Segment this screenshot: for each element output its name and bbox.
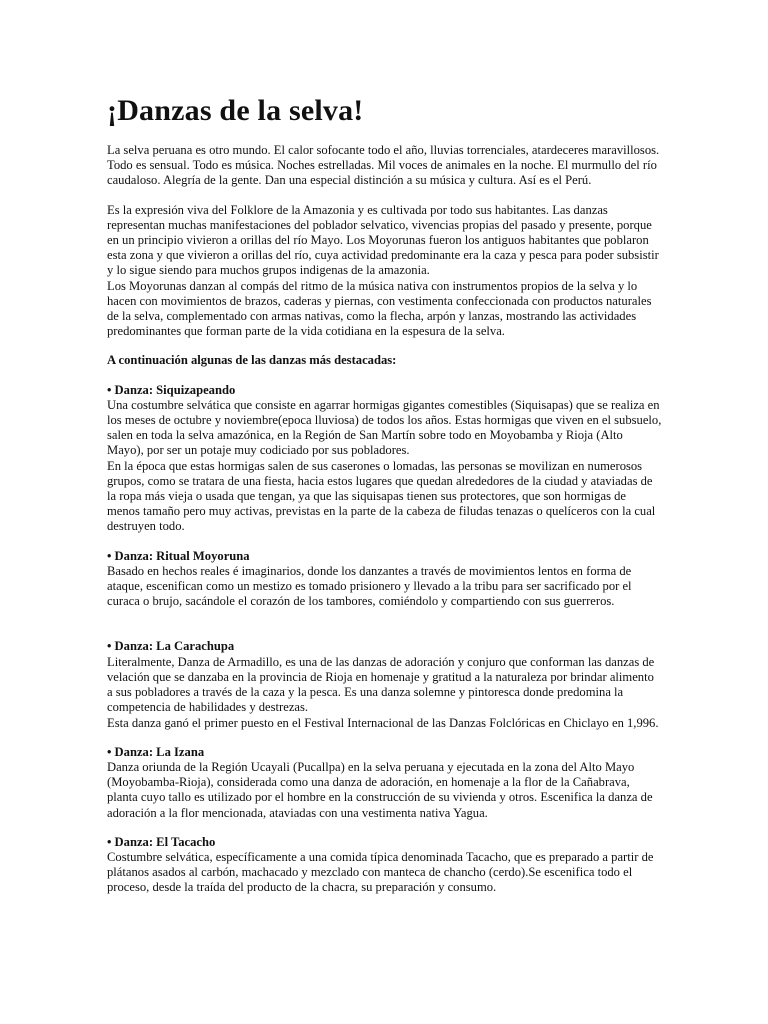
danza-title: • Danza: Siquizapeando <box>107 382 236 397</box>
danza-title: • Danza: La Carachupa <box>107 639 235 654</box>
danza-title: • Danza: La Izana <box>107 744 205 759</box>
list-heading: A continuación algunas de las danzas más destacadas: <box>107 353 397 368</box>
danza-section-el-tacacho <box>107 835 662 896</box>
danza-section-ritual-moyoruna <box>107 549 662 610</box>
danza-section-la-carachupa <box>107 639 662 730</box>
danza-paragraph: Basado en hechos reales é imaginarios, donde los danzantes a través de movimientos lentos en forma de ataque, escenifican como un mestizo es tomado prisionero y llevado a la tribu para ser sacrificado por el curaca o brujo, sacándole el corazón de los tambores, comiéndolo y compartiendo con sus guerreros. <box>107 563 632 609</box>
danza-section-la-izana <box>107 745 662 821</box>
danza-paragraph: Costumbre selvática, específicamente a una comida típica denominada Tacacho, que es preparado a partir de plátanos asados al carbón, machacado y mezclado con manteca de chancho (cerdo).Se escenifica todo el proceso, desde la traída del producto de la chacra, su preparación y consumo. <box>107 849 654 895</box>
document-page <box>107 93 662 896</box>
danza-title: • Danza: El Tacacho <box>107 834 216 849</box>
danza-paragraph: En la época que estas hormigas salen de sus caserones o lomadas, las personas se movilizan en numerosos grupos, como se tratara de una fiesta, hacia estos lugares que quedan alrededores de la ciudad y ataviadas de la ropa más vieja o usada que tengan, ya que las siquisapas tienen sus protectores, que son hormigas de menos tamaño pero muy activas, previstas en la parte de la cabeza de filudas tenazas o quelíceros con la cual destruyen todo. <box>107 458 656 534</box>
danza-paragraph: Una costumbre selvática que consiste en agarrar hormigas gigantes comestibles (Siquisapas) que se realiza en los meses de octubre y noviembre(epoca lluviosa) de todos los años. Estas hormigas que viven en el subsuelo, salen en toda la selva amazónica, en la Región de San Martín sobre todo en Moyobamba y Rioja (Alto Mayo), por ser un potaje muy codiciado por sus pobladores. <box>107 397 662 458</box>
intro-paragraph-3: Los Moyorunas danzan al compás del ritmo de la música nativa con instrumentos propios de la selva y lo hacen con movimientos de brazos, caderas y piernas, con vestimenta confeccionada con productos naturales de la selva, complementado con armas nativas, como la flecha, arpón y lanzas, mostrando las actividades predominantes que forman parte de la vida cotidiana en la espesura de la selva. <box>107 278 652 339</box>
danza-title: • Danza: Ritual Moyoruna <box>107 548 250 563</box>
danza-section-siquizapeando <box>107 383 662 535</box>
document-title: ¡Danzas de la selva! <box>107 94 364 127</box>
danza-paragraph: Esta danza ganó el primer puesto en el Festival Internacional de las Danzas Folclóricas en Chiclayo en 1,996. <box>107 715 659 730</box>
intro-paragraph-2: Es la expresión viva del Folklore de la Amazonia y es cultivada por todo sus habitantes. Las danzas representan muchas manifestaciones del poblador selvatico, vivencias propias del pasado y presente, porque en un principio vivieron a orillas del río Mayo. Los Moyorunas fueron los antiguos habitantes que poblaron esta zona y que vivieron a orillas del río, cuya actividad predominante era la caza y pesca para poder subsistir y lo sigue siendo para muchos grupos indigenas de la amazonia. <box>107 202 659 278</box>
danza-paragraph: Literalmente, Danza de Armadillo, es una de las danzas de adoración y conjuro que conforman las danzas de velación que se danzaba en la provincia de Rioja en homenaje y gratitud a la naturaleza por brindar alimento a sus pobladores a través de la caza y la pesca. Es una danza solemne y pintoresca donde predomina la competencia de habilidades y destrezas. <box>107 654 655 715</box>
intro-paragraph-1: La selva peruana es otro mundo. El calor sofocante todo el año, lluvias torrenciales, atardeceres maravillosos. Todo es sensual. Todo es música. Noches estrelladas. Mil voces de animales en la noche. El murmullo del río caudaloso. Alegría de la gente. Dan una especial distinción a su música y cultura. Así es el Perú. <box>107 143 660 188</box>
danza-paragraph: Danza oriunda de la Región Ucayali (Pucallpa) en la selva peruana y ejecutada en la zona del Alto Mayo (Moyobamba-Rioja), considerada como una danza de adoración, en homenaje a la flor de la Cañabrava, planta cuyo tallo es utilizado por el hombre en la construcción de su vivienda y otros. Escenifica la danza de adoración a la flor mencionada, ataviadas con una vestimenta nativa Yagua. <box>107 759 653 820</box>
